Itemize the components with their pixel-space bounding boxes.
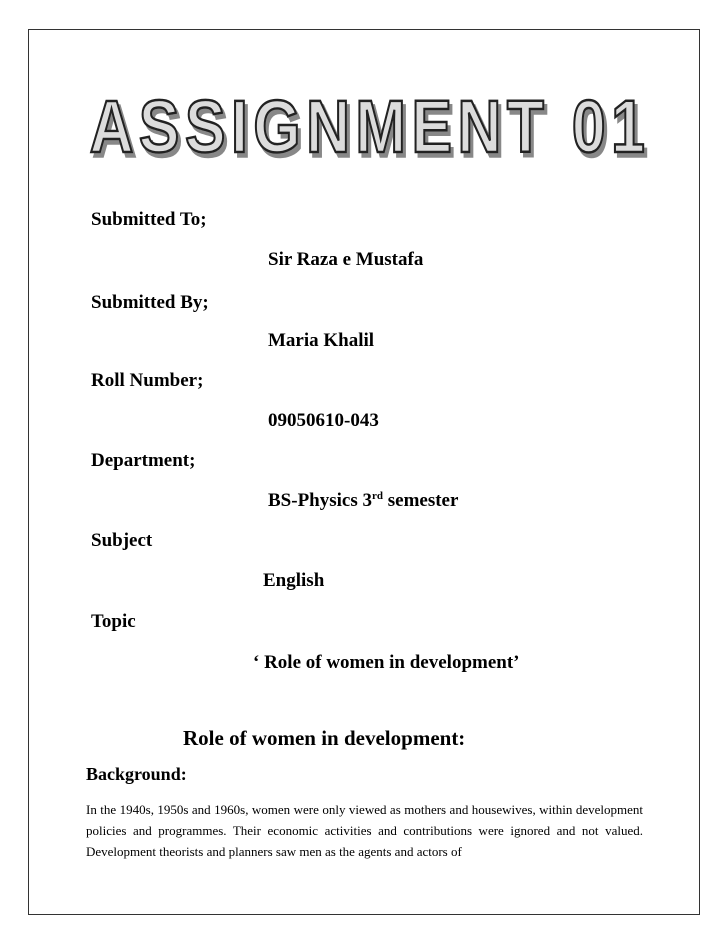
department-value xyxy=(268,490,458,512)
assignment-title xyxy=(89,76,651,169)
section-heading: Role of women in development: xyxy=(183,726,466,750)
background-paragraph: In the 1940s, 1950s and 1960s, women were only viewed as mothers and housewives, within development policies and programmes. Their economic activities and contributions were ignored and not valued. Development theorists and planners saw men as the agents and actors of xyxy=(86,802,643,859)
department-superscript: rd xyxy=(372,490,383,502)
submitted-by-value: Maria Khalil xyxy=(268,330,375,351)
topic-label: Topic xyxy=(91,611,136,632)
subject-label: Subject xyxy=(91,530,153,551)
roll-number-value: 09050610-043 xyxy=(268,410,379,431)
subject-value: English xyxy=(263,570,325,591)
submitted-to-value: Sir Raza e Mustafa xyxy=(268,249,424,270)
department-label: Department; xyxy=(91,450,196,471)
background-heading: Background: xyxy=(86,764,187,784)
submitted-by-label: Submitted By; xyxy=(91,292,209,313)
title-text: ASSIGNMENT 01 xyxy=(89,86,651,169)
topic-value: ‘ Role of women in development’ xyxy=(253,652,520,673)
submitted-to-label: Submitted To; xyxy=(91,209,207,230)
department-prefix: BS-Physics 3 xyxy=(268,490,372,511)
roll-number-label: Roll Number; xyxy=(91,370,204,391)
department-suffix: semester xyxy=(383,490,459,511)
